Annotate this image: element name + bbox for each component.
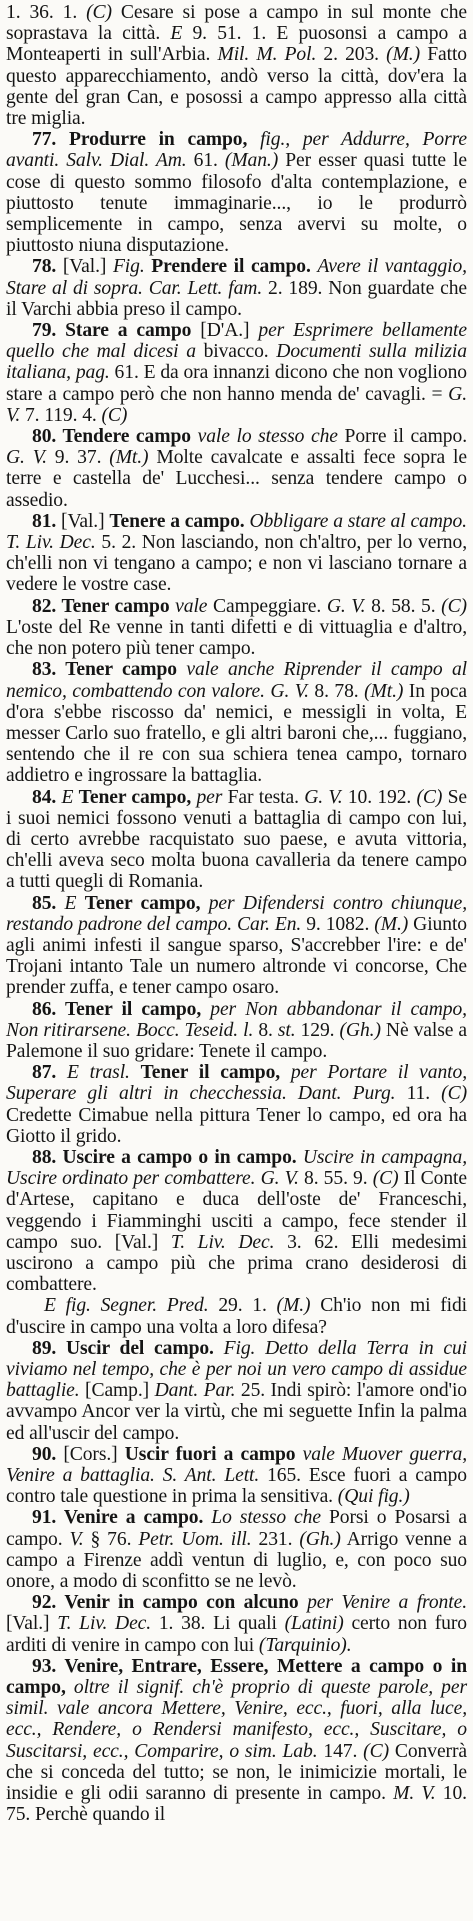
entry-italic-text: G. V. xyxy=(326,595,366,617)
entry-number: 81. xyxy=(32,510,57,532)
entry-text: 2. 203. xyxy=(316,44,387,66)
entry-headword: Tener campo xyxy=(56,595,176,617)
dictionary-entry xyxy=(6,787,467,893)
entry-italic-text: E xyxy=(56,786,79,808)
entry-text: 61. E da ora innanzi dicono che non vogliono stare a campo però che non hanno menda de' cavagli. = xyxy=(6,362,467,405)
entry-text: Molte cavalcate e assalti fece sopra le terre e castella de' Lucchesi... senza tendere campo o assedio. xyxy=(6,447,467,511)
entry-text: 2. 189. Non guardate che il Varchi abbia preso il campo. xyxy=(6,277,467,320)
entry-italic-text: (C) xyxy=(363,1740,389,1762)
entry-italic-text: G. V. xyxy=(6,383,467,426)
entry-italic-text: (C) xyxy=(441,1083,467,1105)
entry-text: Fatto questo apparecchiamento, andò verso la città, dov'era la gente del gran Can, e posossi a campo appresso alla città tre miglia. xyxy=(6,44,467,130)
dictionary-entry xyxy=(6,1444,467,1508)
entry-italic-text: per Venire a fronte. xyxy=(307,1592,467,1614)
entry-number: 91. xyxy=(32,1507,57,1529)
entry-number: 78. xyxy=(32,256,57,278)
entry-italic-text: per Non abbandonar il campo, Non ritirarsene. Bocc. Teseid. l. xyxy=(6,998,467,1041)
dictionary-entry xyxy=(6,1338,467,1444)
entry-number: 93. xyxy=(32,1655,57,1677)
entry-italic-text: (M.) xyxy=(374,913,409,935)
dictionary-entry xyxy=(6,1295,467,1337)
entry-headword: Venire, Entrare, Essere, Mettere a campo o in campo, xyxy=(6,1655,467,1699)
dictionary-entry xyxy=(6,893,467,999)
entry-italic-text: (C) xyxy=(416,786,443,808)
dictionary-entry xyxy=(6,1592,467,1656)
entry-italic-text: Obbligare a stare al campo. T. Liv. Dec. xyxy=(6,510,467,554)
entry-italic-text: st. xyxy=(277,1019,296,1041)
entry-text: 8. xyxy=(253,1019,278,1041)
entry-text: Arrigo venne a campo a Firenze addì ventun di luglio, e, con poco suo onore, a modo di sconfitto se ne levò. xyxy=(6,1528,467,1593)
entry-text: 29. 1. xyxy=(208,1295,277,1317)
entry-italic-text: Lo stesso che xyxy=(211,1507,321,1529)
entry-headword: Prendere il campo. xyxy=(144,256,318,278)
entry-text: Far testa. xyxy=(222,786,305,808)
entry-text: 231. xyxy=(251,1528,300,1550)
entry-italic-text: (C) xyxy=(86,2,112,23)
entry-text: 1. 38. Li quali xyxy=(151,1613,285,1635)
entry-italic-text: per Difendersi contro chiunque, restando padrone del campo. Car. En. xyxy=(6,892,467,935)
entry-italic-text: E xyxy=(170,23,183,45)
entry-text: 10. 75. Perchè quando il xyxy=(6,1783,467,1826)
entry-headword: Uscir fuori a campo xyxy=(124,1443,303,1465)
entry-italic-text: per Esprimere bellamente quello che mal dicesi a xyxy=(6,320,467,363)
entry-text: Converrà che si conceda del tutto; se non, le inimicizie mortali, le insidie e gli odii saranno di presente in campo. xyxy=(6,1740,467,1805)
entry-headword: Tener il campo, xyxy=(56,998,211,1020)
entry-italic-text: E trasl. xyxy=(56,1062,141,1084)
entry-italic-text: (Man.) xyxy=(224,150,279,172)
entry-headword: Venir in campo con alcuno xyxy=(56,1592,308,1614)
entry-number: 84. xyxy=(32,786,57,808)
entry-italic-text: (C) xyxy=(101,404,128,426)
entry-number: 90. xyxy=(32,1443,57,1465)
dictionary-entry xyxy=(6,1507,467,1592)
entry-italic-text: G. V. xyxy=(6,447,47,469)
entry-italic-text: Uscire in campagna, Uscire ordinato per combattere. G. V. xyxy=(6,1146,467,1190)
dictionary-entry xyxy=(6,999,467,1063)
entry-number: 88. xyxy=(32,1146,57,1168)
entry-italic-text: Fig. xyxy=(112,256,145,278)
entry-text: Giunto agli animi infesti il sangue sparso, S'accrebber l'ire: e de' Trojani intanto Tale un numero altronde vi concorse, Che prender zuffa, e tener campo osaro. xyxy=(6,913,467,999)
dictionary-entry xyxy=(6,320,467,426)
entry-number: 85. xyxy=(32,892,57,914)
dictionary-entry xyxy=(6,2,467,129)
entry-italic-text: per Portare il vanto, Superare gli altri in checchessia. Dant. Purg. xyxy=(6,1062,468,1105)
entry-text: § 76. xyxy=(83,1528,139,1550)
entry-text: Se i suoi nemici fossono venuti a battaglia di campo con lui, di certo avrebbe racquistato suo paese, e avuta vittoria, ch'elli aveva seco molta buona cavalleria da tenere campo a tutti quegli di Romania. xyxy=(6,786,468,893)
entry-text: In poca d'ora s'ebbe riscosso da' nemici, e messigli in volta, E messer Carlo suo fratello, e gli altri baroni che,... fuggiano, sentendo che il re con sua schiera tenea campo, tornaro addietro e ingrossare la battaglia. xyxy=(6,680,467,787)
dictionary-entry xyxy=(6,426,467,511)
entry-italic-text: vale xyxy=(175,595,208,617)
entry-italic-text: vale anche Riprender il campo al nemico, combattendo con valore. G. V. xyxy=(6,659,467,702)
entry-italic-text: V. xyxy=(69,1528,84,1550)
entry-text: Porsi o Posarsi a campo. xyxy=(6,1507,468,1550)
entry-italic-text: Petr. Uom. ill. xyxy=(138,1528,252,1550)
entry-text: 3. 62. Elli medesimi uscirono a campo più che prima crano desiderosi di combattere. xyxy=(6,1231,467,1296)
entry-number: 77. xyxy=(32,129,57,151)
entry-italic-text: Avere il vantaggio, Stare al di sopra. Car. Lett. fam. xyxy=(6,256,467,299)
entry-text: 7. 119. 4. xyxy=(20,404,102,426)
entry-italic-text: (Gh.) xyxy=(339,1019,381,1041)
entry-italic-text: (C) xyxy=(372,1168,399,1190)
entry-italic-text: (M.) xyxy=(386,44,421,66)
entry-italic-text: Fig. Detto della Terra in cui viviamo nel tempo, che è per noi un vero campo di assidue battaglie. xyxy=(6,1337,467,1402)
entry-italic-text: (Mt.) xyxy=(109,447,149,469)
entry-text: Nè valse a Palemone il suo gridare: Tenete il campo. xyxy=(6,1019,467,1062)
entry-text: L'oste del Re venne in tanti difetti e di vittuaglia e d'altro, che non potero più tener campo. xyxy=(6,616,467,660)
dictionary-entry xyxy=(6,256,467,320)
entry-italic-text: vale Muover guerra, Venire a battaglia. S. Ant. Lett. xyxy=(6,1443,467,1487)
entry-text: [D'A.] xyxy=(191,320,259,342)
entry-text: [Val.] xyxy=(56,510,110,532)
entry-number: 79. xyxy=(32,320,57,342)
entry-text: bivacco. xyxy=(195,341,277,363)
entry-headword: Tendere campo xyxy=(56,426,198,448)
entry-headword: Produrre in campo, xyxy=(56,129,261,151)
entry-italic-text: T. Liv. Dec. xyxy=(170,1231,275,1253)
entry-italic-text: Mil. M. Pol. xyxy=(217,44,317,66)
entry-text: Credette Cimabue nella pittura Tener lo campo, ed ora ha Giotto il grido. xyxy=(6,1104,467,1147)
entry-italic-text: (Mt.) xyxy=(364,680,404,702)
entry-text: 165. Esce fuori a campo contro tale questione in prima la sensitiva. xyxy=(6,1465,467,1508)
entry-text: certo non furo arditi di venire in campo con lui xyxy=(6,1613,467,1656)
entry-headword: Tener campo, xyxy=(78,786,197,808)
dictionary-entry xyxy=(6,129,467,256)
entry-italic-text: G. V. xyxy=(304,786,343,808)
entry-text: [Val.] xyxy=(6,1613,58,1635)
entry-number: 87. xyxy=(32,1062,57,1084)
entry-text: 9. 1082. xyxy=(301,913,375,935)
dictionary-entry xyxy=(6,596,467,660)
entry-headword: Tener il campo, xyxy=(140,1062,291,1084)
entry-headword: Uscir del campo. xyxy=(56,1337,224,1359)
dictionary-entry xyxy=(6,1656,467,1826)
entry-text: 1. 36. 1. xyxy=(6,2,87,23)
entry-italic-text: (C) xyxy=(441,595,467,617)
entry-italic-text: (Tarquinio). xyxy=(258,1634,352,1656)
entry-text: 25. Indi spirò: l'amore ond'io avvampo Ancor ver la virtù, che mi seguette Infin la palma ed all'uscir del campo. xyxy=(6,1380,467,1444)
entry-italic-text: (Latini) xyxy=(284,1613,344,1635)
entry-number: 92. xyxy=(32,1592,57,1614)
entry-italic-text: E xyxy=(56,892,85,914)
entry-text: Il Conte d'Artese, capitano e duca dell'oste de' Franceschi, veggendo i Fiamminghi usciti a campo, fece stender il campo suo. [Val.] xyxy=(6,1168,467,1253)
dictionary-entry xyxy=(6,1062,467,1147)
entry-italic-text: (Gh.) xyxy=(299,1528,341,1550)
entry-text: 9. 37. xyxy=(46,447,110,469)
entry-italic-text: M. V. xyxy=(393,1783,436,1805)
entry-italic-text: vale lo stesso che xyxy=(197,426,338,448)
entry-text: [Val.] xyxy=(56,256,113,278)
entry-text: 147. xyxy=(317,1740,364,1762)
entry-italic-text: Dant. Par. xyxy=(154,1380,236,1402)
entry-text: [Camp.] xyxy=(79,1380,155,1402)
entry-italic-text: E fig. Segner. Pred. xyxy=(44,1295,209,1317)
entry-text: Cesare si pose a campo in sul monte che soprastava la città. xyxy=(6,2,467,45)
entry-headword: Venire a campo. xyxy=(56,1507,212,1529)
dictionary-entry xyxy=(6,659,467,786)
entry-text: 9. 51. 1. E puosonsi a campo a Monteaperti in sull'Arbia. xyxy=(6,23,467,66)
entry-headword: Tener campo, xyxy=(84,892,209,914)
entry-number: 89. xyxy=(32,1337,57,1359)
entry-text: 10. 192. xyxy=(342,786,417,808)
entry-number: 80. xyxy=(32,426,57,448)
entry-text: [Cors.] xyxy=(56,1443,125,1465)
entry-italic-text: fig., per Addurre, Porre avanti. Salv. Dial. Am. xyxy=(6,129,467,172)
entry-number: 83. xyxy=(32,659,57,681)
entry-text: Campeggiare. xyxy=(207,595,327,617)
entry-text: 8. 58. 5. xyxy=(365,595,442,617)
entry-text: Per esser quasi tutte le cose di questo sommo filosofo d'alta contemplazione, e piuttosto tenute immaginarie..., io le produrrò semplicemente in campo, senza avervi su molte, o piuttosto niuna disputazione. xyxy=(6,150,468,257)
entry-italic-text: Documenti sulla milizia italiana, pag. xyxy=(6,341,467,384)
entry-italic-text: per xyxy=(196,786,223,808)
entry-italic-text: (M.) xyxy=(276,1295,311,1317)
entry-text: 8. 78. xyxy=(308,680,365,702)
entry-headword: Stare a campo xyxy=(56,320,192,342)
dictionary-entry xyxy=(6,1147,467,1295)
entry-text: 11. xyxy=(395,1083,442,1105)
entry-italic-text: T. Liv. Dec. xyxy=(57,1613,152,1635)
dictionary-entry xyxy=(6,511,467,596)
entry-text: 8. 55. 9. xyxy=(298,1168,373,1190)
entry-italic-text: oltre il signif. ch'è proprio di queste parole, per simil. vale ancora Mettere, Venire, ecc., fuori, alla luce, ecc., Rendere, o Rendersi manifesto, ecc., Suscitare, o Suscitarsi, ecc., Comparire, o sim. Lab. xyxy=(6,1677,467,1762)
entry-number: 82. xyxy=(32,595,57,617)
entry-number: 86. xyxy=(32,998,57,1020)
entry-text: 5. 2. Non lasciando, non ch'altro, per lo verno, ch'elli non vi tengano a campo; e non vi lasciano tornare a vedere le vostre case. xyxy=(6,532,467,596)
entry-text: Porre il campo. xyxy=(337,426,467,448)
entry-headword: Uscire a campo o in campo. xyxy=(56,1146,303,1168)
entry-text: 129. xyxy=(295,1019,340,1041)
entry-headword: Tenere a campo. xyxy=(109,510,250,532)
entry-italic-text: (Qui fig.) xyxy=(337,1486,410,1508)
entry-text: Ch'io non mi fidi d'uscire in campo una volta a loro difesa? xyxy=(6,1295,468,1338)
entry-text: 61. xyxy=(186,150,225,172)
entry-headword: Tener campo xyxy=(56,659,187,681)
